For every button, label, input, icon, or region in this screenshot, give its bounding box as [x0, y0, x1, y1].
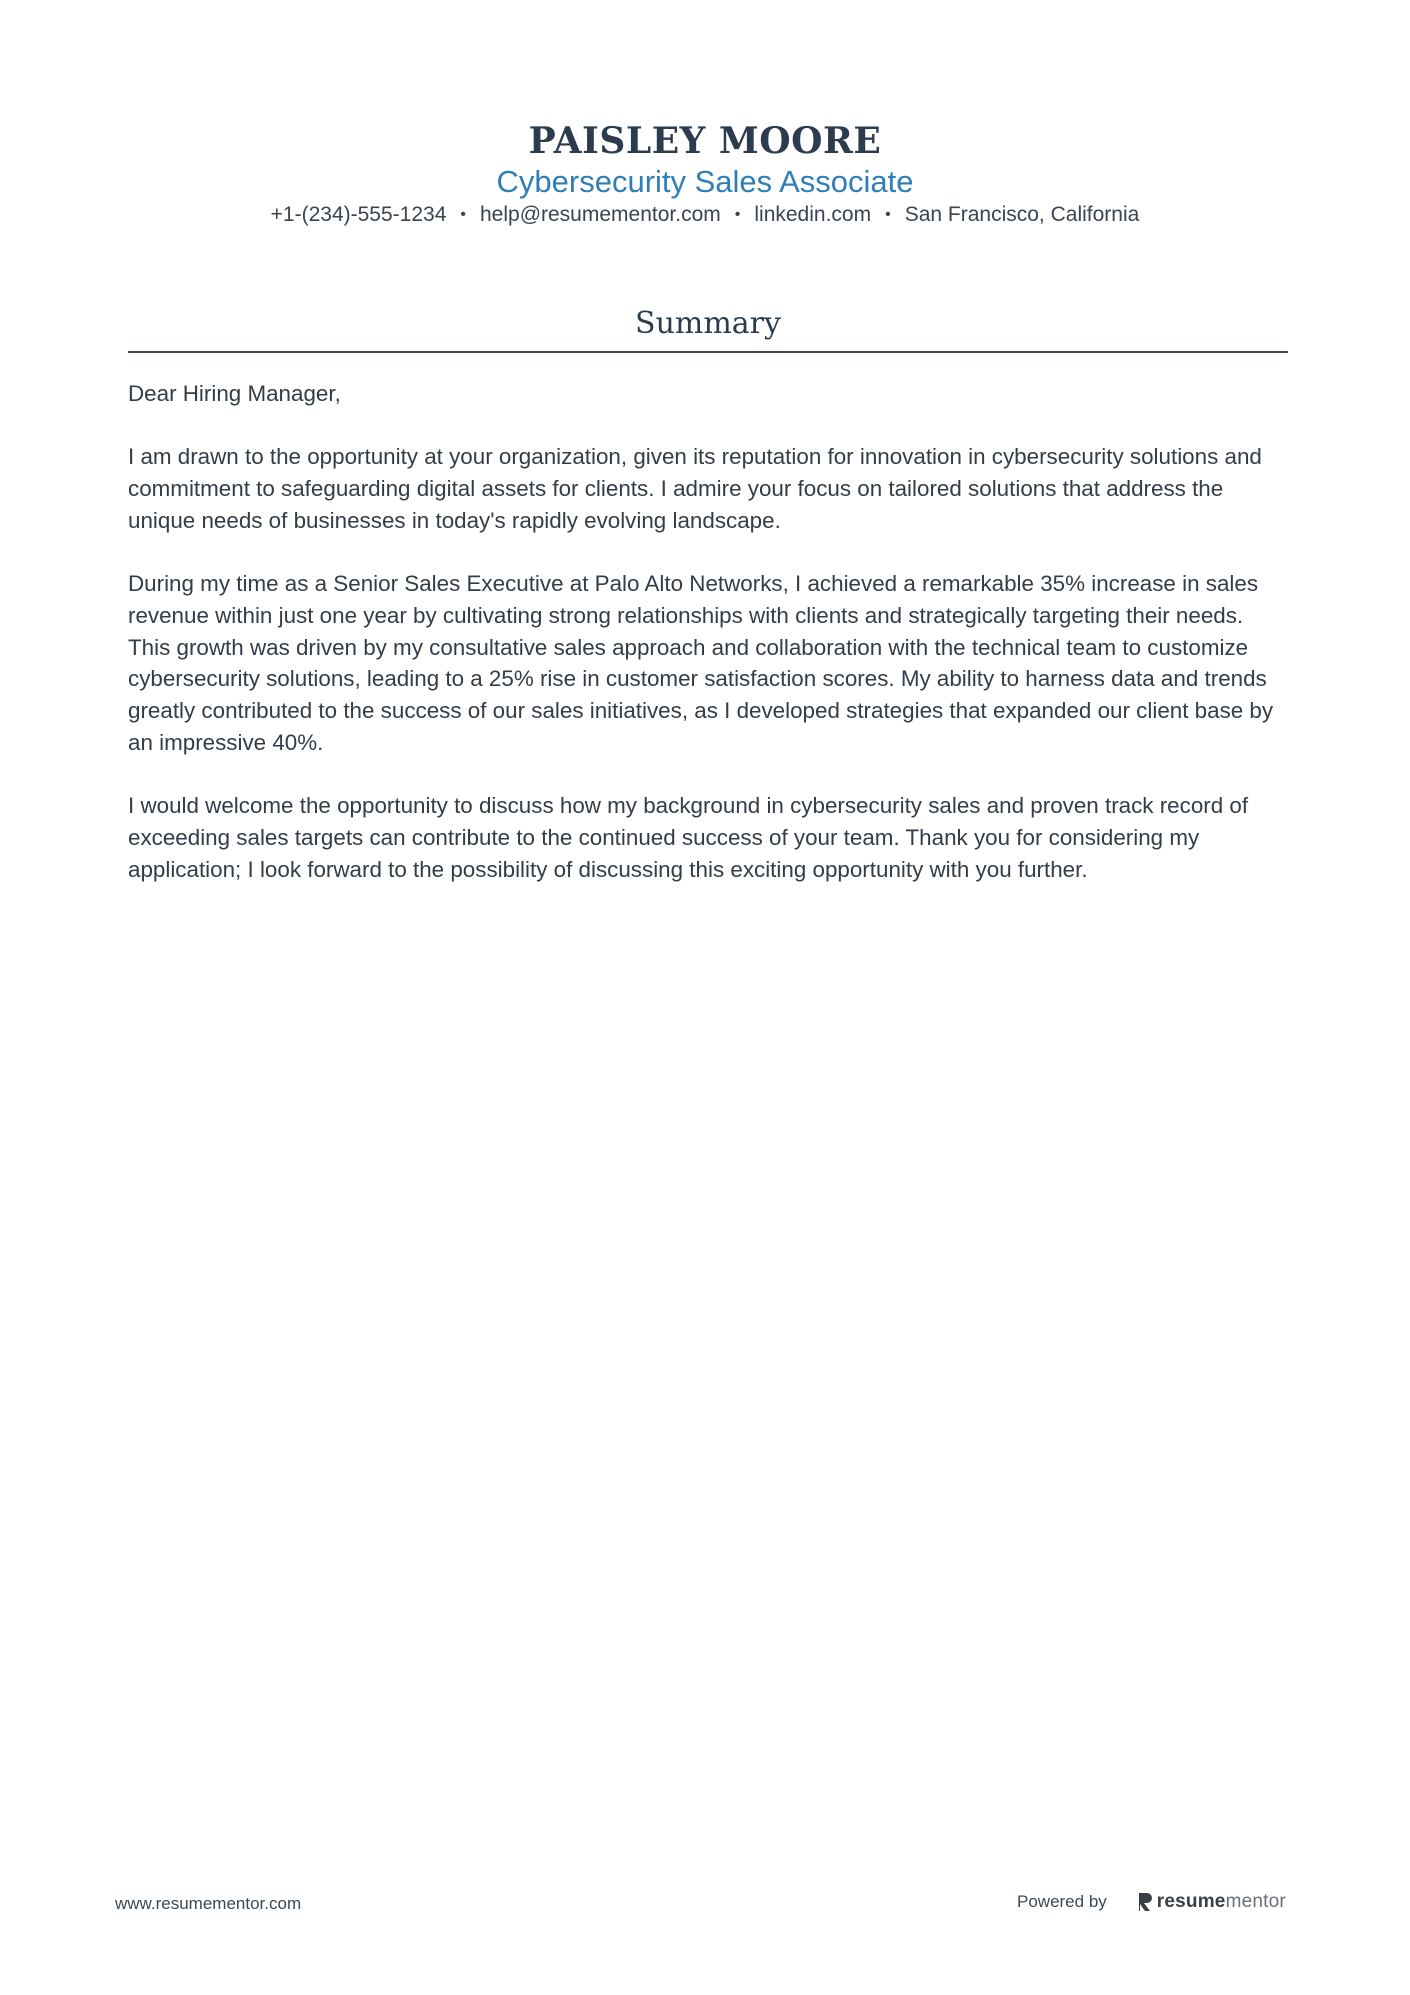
candidate-name: PAISLEY MOORE: [528, 120, 882, 162]
contact-website: linkedin.com: [754, 203, 872, 226]
brand-wordmark-light: mentor: [1225, 1891, 1286, 1912]
letter-paragraph-2: During my time as a Senior Sales Executive at Palo Alto Networks, I achieved a remarkable 35% increase in sales revenue within just one year by cultivating strong relationships with clients and strategically targeting their needs. This growth was driven by my consultative sales approach and collaboration with the technical team to customize cybersecurity solutions, leading to a 25% rise in customer satisfaction scores. My ability to harness data and trends greatly contributed to the success of our sales initiatives, as I developed strategies that expanded our client base by an impressive 40%.: [128, 571, 1274, 755]
section-divider: [128, 351, 1288, 353]
brand-wordmark: [1157, 1891, 1286, 1913]
contact-separator: •: [460, 206, 466, 223]
contact-separator: •: [885, 206, 891, 223]
powered-by-label: Powered by: [1017, 1892, 1107, 1911]
contact-line: [0, 200, 1410, 230]
footer-website: www.resumementor.com: [115, 1894, 302, 1913]
brand-wordmark-bold: resume: [1156, 1891, 1226, 1912]
contact-phone: +1-(234)-555-1234: [270, 203, 447, 226]
section-title-summary: Summary: [635, 306, 781, 341]
letter-body: [128, 378, 1288, 917]
footer-branding: [1017, 1889, 1286, 1915]
letter-header: [0, 118, 1410, 230]
job-title: Cybersecurity Sales Associate: [496, 164, 914, 199]
salutation: Dear Hiring Manager,: [128, 381, 341, 406]
letter-paragraph-3: I would welcome the opportunity to discuss how my background in cybersecurity sales and proven track record of exceeding sales targets can contribute to the continued success of your team. Thank you for considering my application; I look forward to the possibility of discussing this exciting opportunity with you further.: [128, 793, 1249, 882]
resumementor-logo-icon: [1137, 1892, 1153, 1912]
letter-paragraph-1: I am drawn to the opportunity at your organization, given its reputation for innovation in cybersecurity solutions and commitment to safeguarding digital assets for clients. I admire your focus on tailored solutions that address the unique needs of businesses in today's rapidly evolving landscape.: [128, 444, 1262, 533]
contact-separator: •: [734, 206, 741, 223]
contact-email: help@resumementor.com: [479, 203, 721, 226]
contact-location: San Francisco, California: [904, 203, 1140, 226]
